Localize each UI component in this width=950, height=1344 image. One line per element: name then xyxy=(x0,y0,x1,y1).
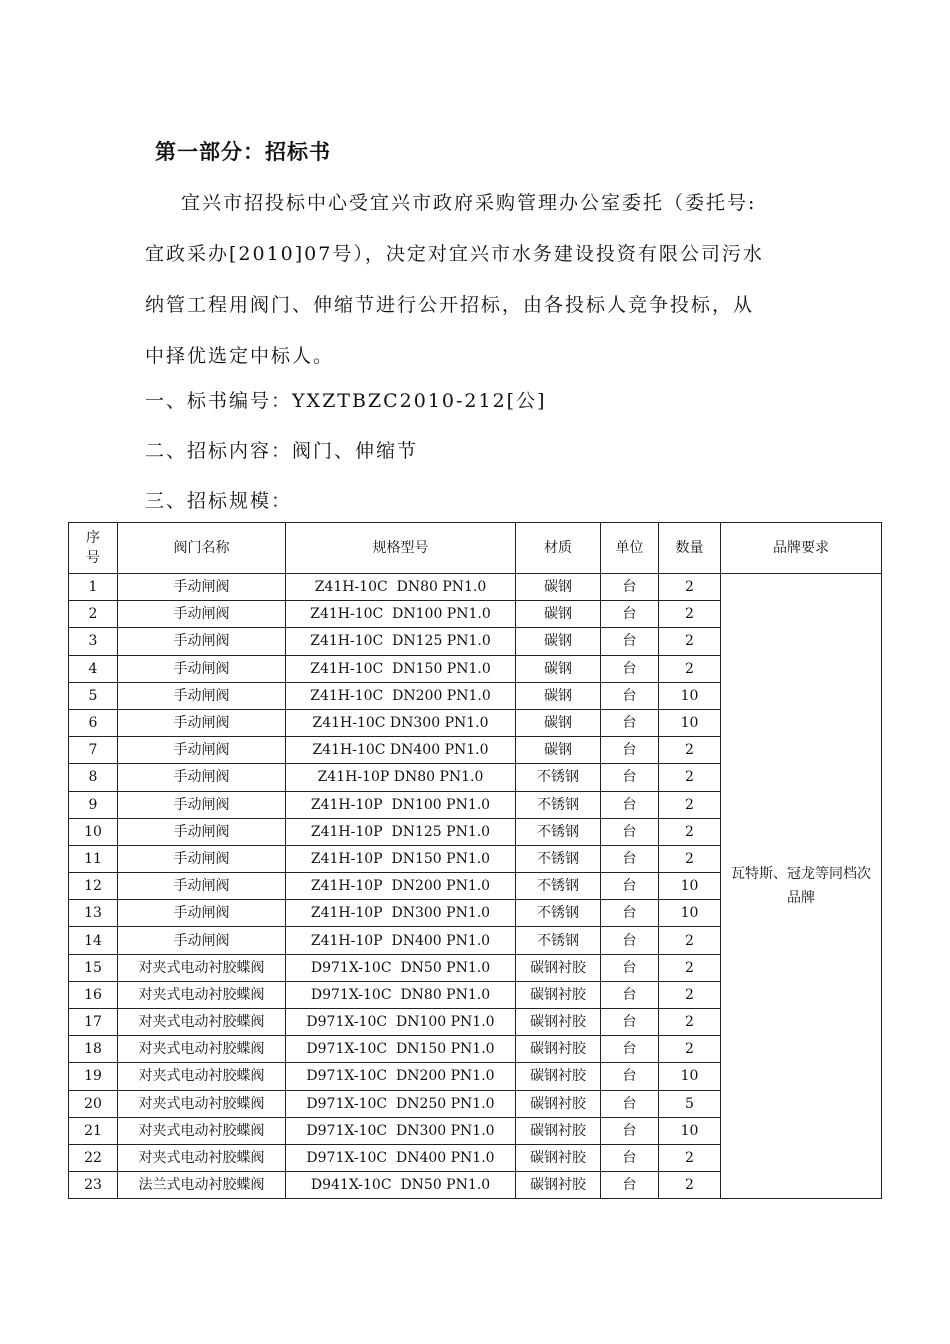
unit: 台 xyxy=(601,655,659,682)
row-index: 21 xyxy=(69,1117,118,1144)
unit: 台 xyxy=(601,981,659,1008)
row-index: 20 xyxy=(69,1090,118,1117)
unit: 台 xyxy=(601,1063,659,1090)
header-unit: 单位 xyxy=(601,523,659,574)
quantity: 2 xyxy=(659,845,721,872)
spec-model: D971X-10C DN250 PN1.0 xyxy=(286,1090,516,1117)
material: 碳钢衬胶 xyxy=(516,1117,601,1144)
valve-name: 对夹式电动衬胶蝶阀 xyxy=(118,1144,286,1171)
quantity: 2 xyxy=(659,1172,721,1199)
row-index: 4 xyxy=(69,655,118,682)
spec-model: D971X-10C DN150 PN1.0 xyxy=(286,1036,516,1063)
valve-name: 手动闸阀 xyxy=(118,682,286,709)
unit: 台 xyxy=(601,900,659,927)
row-index: 17 xyxy=(69,1009,118,1036)
material: 不锈钢 xyxy=(516,845,601,872)
unit: 台 xyxy=(601,873,659,900)
unit: 台 xyxy=(601,845,659,872)
valve-name: 手动闸阀 xyxy=(118,791,286,818)
row-index: 10 xyxy=(69,818,118,845)
quantity: 10 xyxy=(659,1063,721,1090)
valve-name: 对夹式电动衬胶蝶阀 xyxy=(118,1063,286,1090)
valve-name: 手动闸阀 xyxy=(118,709,286,736)
unit: 台 xyxy=(601,1117,659,1144)
spec-model: Z41H-10C DN100 PN1.0 xyxy=(286,601,516,628)
intro-line: 纳管工程用阀门、伸缩节进行公开招标，由各投标人竞争投标，从 xyxy=(145,294,755,316)
spec-model: Z41H-10P DN150 PN1.0 xyxy=(286,845,516,872)
unit: 台 xyxy=(601,737,659,764)
valve-name: 手动闸阀 xyxy=(118,628,286,655)
material: 不锈钢 xyxy=(516,818,601,845)
header-brand: 品牌要求 xyxy=(721,523,882,574)
quantity: 10 xyxy=(659,900,721,927)
valve-name: 对夹式电动衬胶蝶阀 xyxy=(118,1036,286,1063)
quantity: 2 xyxy=(659,574,721,601)
row-index: 16 xyxy=(69,981,118,1008)
quantity: 2 xyxy=(659,1144,721,1171)
spec-model: Z41H-10P DN400 PN1.0 xyxy=(286,927,516,954)
quantity: 5 xyxy=(659,1090,721,1117)
bid-scale-item: 三、招标规模： xyxy=(145,490,293,512)
header-spec: 规格型号 xyxy=(286,523,516,574)
quantity: 10 xyxy=(659,709,721,736)
valve-table xyxy=(68,522,882,1199)
row-index: 2 xyxy=(69,601,118,628)
spec-model: Z41H-10C DN200 PN1.0 xyxy=(286,682,516,709)
valve-name: 手动闸阀 xyxy=(118,873,286,900)
valve-name: 手动闸阀 xyxy=(118,845,286,872)
intro-paragraph xyxy=(145,178,820,382)
row-index: 19 xyxy=(69,1063,118,1090)
material: 碳钢衬胶 xyxy=(516,1172,601,1199)
material: 碳钢衬胶 xyxy=(516,1090,601,1117)
quantity: 2 xyxy=(659,1036,721,1063)
spec-model: Z41H-10C DN400 PN1.0 xyxy=(286,737,516,764)
spec-model: D971X-10C DN50 PN1.0 xyxy=(286,954,516,981)
spec-model: D971X-10C DN200 PN1.0 xyxy=(286,1063,516,1090)
unit: 台 xyxy=(601,1036,659,1063)
spec-model: D971X-10C DN100 PN1.0 xyxy=(286,1009,516,1036)
material: 碳钢 xyxy=(516,737,601,764)
spec-model: D971X-10C DN300 PN1.0 xyxy=(286,1117,516,1144)
quantity: 2 xyxy=(659,1009,721,1036)
valve-name: 手动闸阀 xyxy=(118,737,286,764)
spec-model: Z41H-10P DN300 PN1.0 xyxy=(286,900,516,927)
spec-model: Z41H-10P DN100 PN1.0 xyxy=(286,791,516,818)
intro-line: 宜政采办[2010]07号），决定对宜兴市水务建设投资有限公司污水 xyxy=(145,243,764,265)
valve-name: 手动闸阀 xyxy=(118,818,286,845)
spec-model: Z41H-10C DN80 PN1.0 xyxy=(286,574,516,601)
material: 碳钢 xyxy=(516,709,601,736)
quantity: 2 xyxy=(659,628,721,655)
unit: 台 xyxy=(601,927,659,954)
header-index: 序号 xyxy=(69,523,118,574)
material: 碳钢衬胶 xyxy=(516,1036,601,1063)
unit: 台 xyxy=(601,1144,659,1171)
row-index: 18 xyxy=(69,1036,118,1063)
row-index: 11 xyxy=(69,845,118,872)
quantity: 2 xyxy=(659,981,721,1008)
unit: 台 xyxy=(601,764,659,791)
material: 不锈钢 xyxy=(516,791,601,818)
row-index: 22 xyxy=(69,1144,118,1171)
row-index: 15 xyxy=(69,954,118,981)
material: 碳钢 xyxy=(516,574,601,601)
table-row xyxy=(69,574,882,601)
spec-model: Z41H-10C DN125 PN1.0 xyxy=(286,628,516,655)
spec-model: D971X-10C DN80 PN1.0 xyxy=(286,981,516,1008)
spec-model: Z41H-10P DN200 PN1.0 xyxy=(286,873,516,900)
unit: 台 xyxy=(601,791,659,818)
spec-model: D941X-10C DN50 PN1.0 xyxy=(286,1172,516,1199)
spec-model: Z41H-10P DN125 PN1.0 xyxy=(286,818,516,845)
valve-name: 对夹式电动衬胶蝶阀 xyxy=(118,981,286,1008)
header-material: 材质 xyxy=(516,523,601,574)
spec-model: Z41H-10C DN300 PN1.0 xyxy=(286,709,516,736)
material: 碳钢 xyxy=(516,682,601,709)
valve-name: 手动闸阀 xyxy=(118,655,286,682)
unit: 台 xyxy=(601,954,659,981)
unit: 台 xyxy=(601,601,659,628)
material: 碳钢 xyxy=(516,601,601,628)
unit: 台 xyxy=(601,628,659,655)
table-header-row xyxy=(69,523,882,574)
unit: 台 xyxy=(601,682,659,709)
quantity: 2 xyxy=(659,927,721,954)
material: 碳钢衬胶 xyxy=(516,1009,601,1036)
quantity: 10 xyxy=(659,1117,721,1144)
quantity: 2 xyxy=(659,655,721,682)
material: 不锈钢 xyxy=(516,764,601,791)
material: 碳钢衬胶 xyxy=(516,1063,601,1090)
intro-line: 宜兴市招投标中心受宜兴市政府采购管理办公室委托（委托号: xyxy=(181,192,757,214)
material: 碳钢衬胶 xyxy=(516,1144,601,1171)
intro-line: 中择优选定中标人。 xyxy=(145,345,335,367)
quantity: 10 xyxy=(659,682,721,709)
quantity: 2 xyxy=(659,818,721,845)
valve-name: 法兰式电动衬胶蝶阀 xyxy=(118,1172,286,1199)
row-index: 7 xyxy=(69,737,118,764)
quantity: 2 xyxy=(659,791,721,818)
material: 不锈钢 xyxy=(516,900,601,927)
valve-name: 对夹式电动衬胶蝶阀 xyxy=(118,1009,286,1036)
quantity: 10 xyxy=(659,873,721,900)
spec-model: Z41H-10C DN150 PN1.0 xyxy=(286,655,516,682)
spec-model: D971X-10C DN400 PN1.0 xyxy=(286,1144,516,1171)
unit: 台 xyxy=(601,1009,659,1036)
bid-number-item: 一、标书编号：YXZTBZC2010-212[公] xyxy=(145,390,547,412)
unit: 台 xyxy=(601,709,659,736)
header-quantity: 数量 xyxy=(659,523,721,574)
spec-model: Z41H-10P DN80 PN1.0 xyxy=(286,764,516,791)
quantity: 2 xyxy=(659,737,721,764)
unit: 台 xyxy=(601,1090,659,1117)
unit: 台 xyxy=(601,1172,659,1199)
valve-name: 手动闸阀 xyxy=(118,601,286,628)
quantity: 2 xyxy=(659,764,721,791)
valve-name: 手动闸阀 xyxy=(118,900,286,927)
bid-content-item: 二、招标内容：阀门、伸缩节 xyxy=(145,440,419,462)
material: 不锈钢 xyxy=(516,873,601,900)
valve-name: 手动闸阀 xyxy=(118,927,286,954)
header-valve-name: 阀门名称 xyxy=(118,523,286,574)
material: 碳钢 xyxy=(516,628,601,655)
row-index: 12 xyxy=(69,873,118,900)
valve-name: 对夹式电动衬胶蝶阀 xyxy=(118,1090,286,1117)
valve-name: 对夹式电动衬胶蝶阀 xyxy=(118,954,286,981)
unit: 台 xyxy=(601,574,659,601)
row-index: 1 xyxy=(69,574,118,601)
section-heading: 第一部分：招标书 xyxy=(155,140,331,164)
material: 碳钢衬胶 xyxy=(516,981,601,1008)
material: 碳钢 xyxy=(516,655,601,682)
valve-name: 手动闸阀 xyxy=(118,574,286,601)
brand-requirement: 瓦特斯、冠龙等同档次品牌 xyxy=(721,574,882,1199)
material: 不锈钢 xyxy=(516,927,601,954)
row-index: 23 xyxy=(69,1172,118,1199)
material: 碳钢衬胶 xyxy=(516,954,601,981)
row-index: 5 xyxy=(69,682,118,709)
row-index: 3 xyxy=(69,628,118,655)
valve-name: 手动闸阀 xyxy=(118,764,286,791)
row-index: 6 xyxy=(69,709,118,736)
quantity: 2 xyxy=(659,954,721,981)
quantity: 2 xyxy=(659,601,721,628)
row-index: 8 xyxy=(69,764,118,791)
row-index: 9 xyxy=(69,791,118,818)
row-index: 14 xyxy=(69,927,118,954)
row-index: 13 xyxy=(69,900,118,927)
valve-name: 对夹式电动衬胶蝶阀 xyxy=(118,1117,286,1144)
unit: 台 xyxy=(601,818,659,845)
